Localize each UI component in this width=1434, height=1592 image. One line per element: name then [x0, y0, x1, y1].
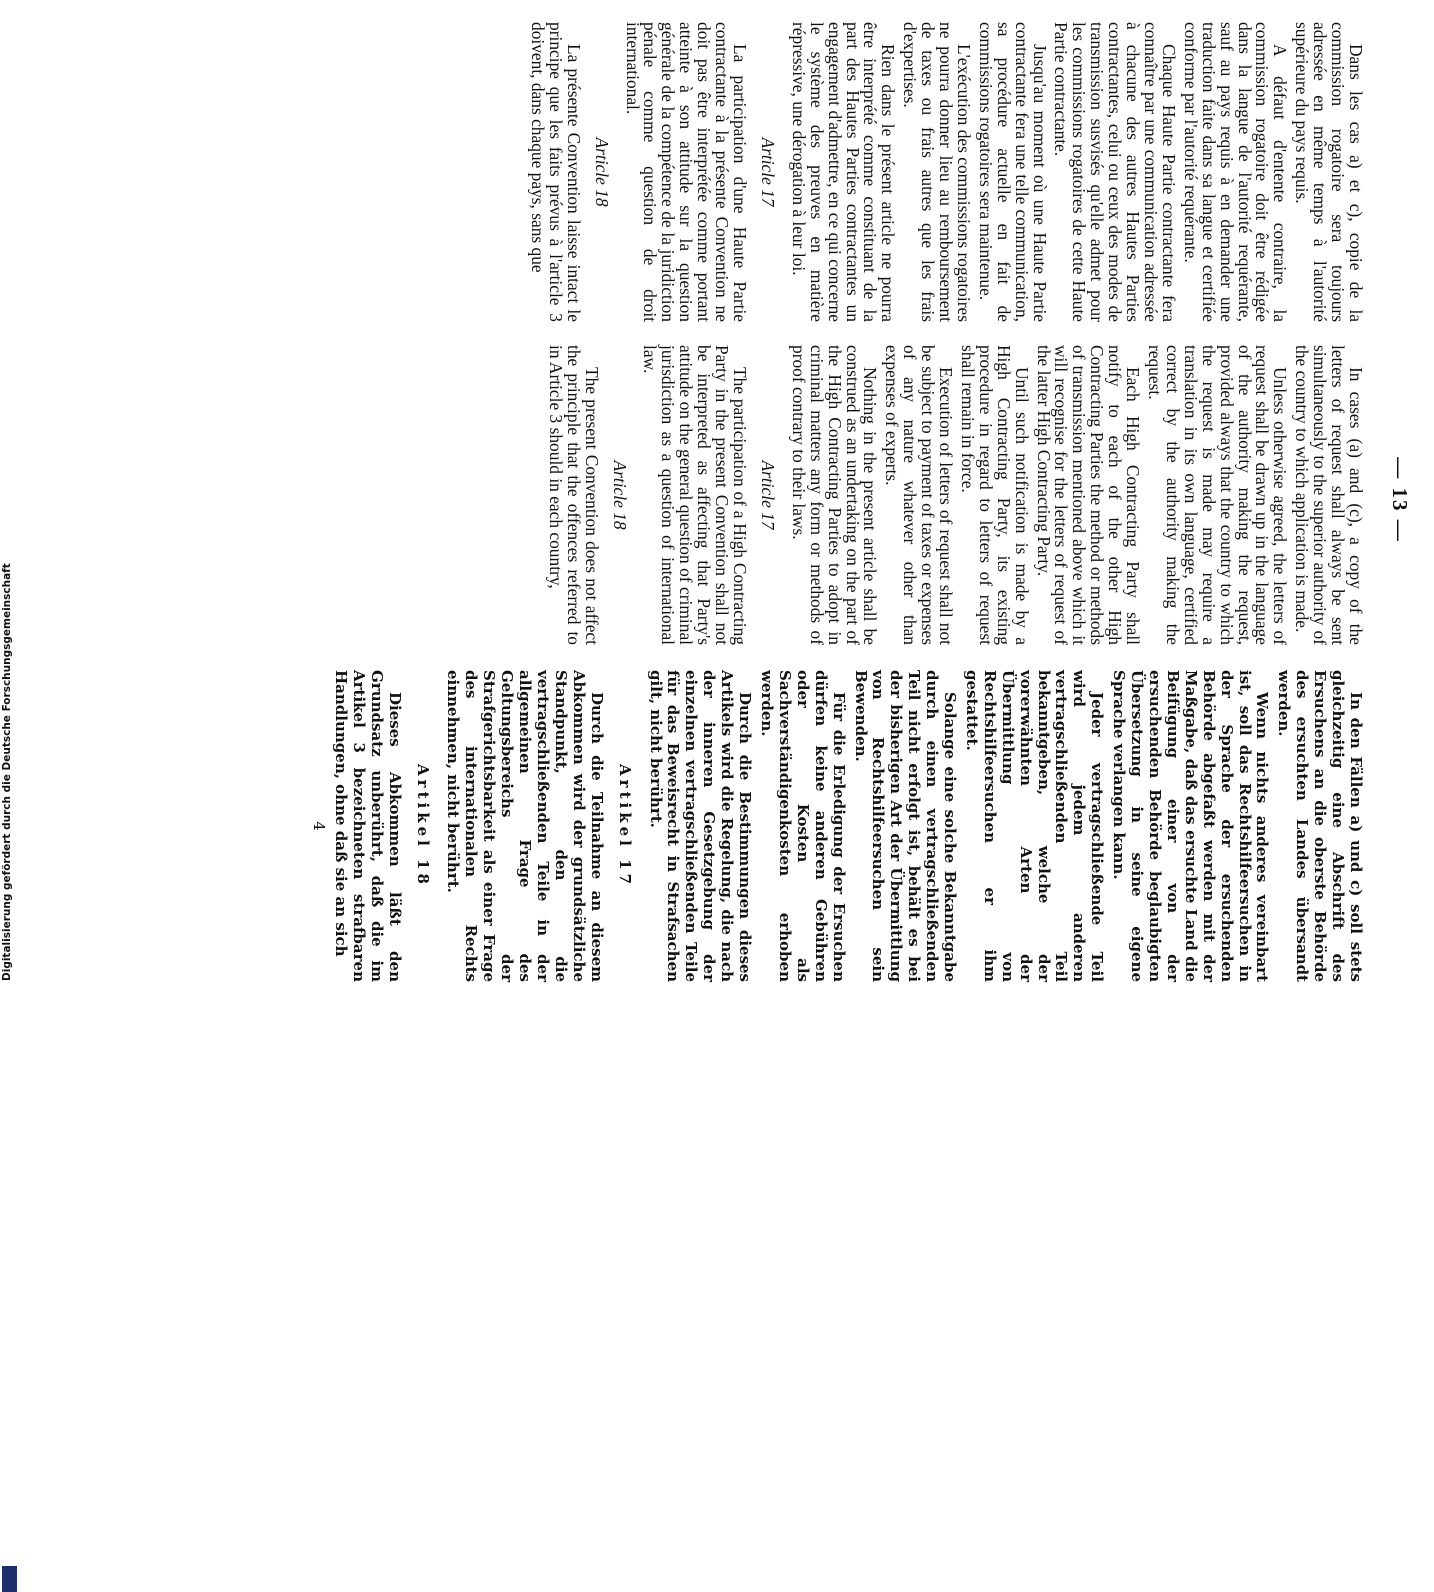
german-column — [309, 670, 1364, 982]
article-heading: Article 18 — [609, 460, 630, 530]
paragraph: In cases (a) and (c), a copy of the letters of request shall always be sent simultaneously to the superior authority of the country to which application is made. — [1292, 345, 1366, 645]
paragraph: Für die Erledigung der Ersuchen dürfen keine anderen Gebühren oder Kosten als Sachverständigenkosten erhoben werden. — [758, 670, 848, 982]
paragraph: La présente Convention laisse intact le principe que les faits prévus à l'article 3 doivent, dans chaque pays, sans que — [527, 22, 584, 322]
paragraph: The present Convention does not affect the principle that the offences referred to in Article 3 should in each country, — [545, 345, 602, 645]
article-heading: Artikel 17 — [615, 764, 634, 888]
paragraph: In den Fällen a) und c) soll stets gleichzeitig eine Abschrift des Ersuchens an die oberste Behörde des ersuchten Landes übersandt werden. — [1275, 670, 1365, 982]
paragraph: Unless otherwise agreed, the letters of request shall be drawn up in the language of the authority making the request, provided always that the country to which the request is made may require a translation in its own language, certified correct by the authority making the request. — [1145, 345, 1291, 645]
english-column — [542, 345, 1364, 645]
paragraph: Solange eine solche Bekanntgabe durch einen vertragschließenden Teil nicht erfolgt ist, behält es bei der bisherigen Art der Übermittlung von Rechtshilfeersuchen sein Bewenden. — [851, 670, 960, 982]
dfg-logo — [2, 1566, 17, 1592]
article-heading: Article 17 — [757, 137, 778, 207]
credit-text: Digitalisierung gefördert durch die Deutsche Forschungsgemeinschaft — [1, 563, 13, 981]
paragraph: Execution of letters of request shall not be subject to payment of taxes or expenses of any nature whatever other than expenses of experts. — [882, 345, 957, 645]
paragraph: La participation d'une Haute Partie contractante à la présente Convention ne doit pas être interprétée comme portant atteinte à son attitude sur la question générale de la compétence de la juridiction pénale comme question de droit international. — [622, 22, 750, 322]
article-heading: Article 18 — [591, 137, 612, 207]
paragraph: Dans les cas a) et c), copie de la commission rogatoire sera toujours adressée en même temps à l'autorité supérieure du pays requis. — [1292, 22, 1366, 322]
digitization-credit — [0, 563, 18, 1000]
page-number: — 13 — — [1388, 457, 1412, 543]
paragraph: Dieses Abkommen läßt den Grundsatz unberührt, daß die im Artikel 3 bezeichneten strafbaren Handlungen, ohne daß sie an sich — [331, 670, 404, 982]
paragraph: Wenn nichts anderes vereinbart ist, soll das Rechtshilfeersuchen in der Sprache der ersuchenden Behörde abgefaßt werden mit der Maßgabe, daß das ersuchte Land die Beifügung einer von der ersuchenden Behörde beglaubigten Übersetzung in seine eigene Sprache verlangen kann. — [1110, 670, 1272, 982]
paragraph: Until such notification is made by a High Contracting Party, its existing procedure in regard to letters of request shall remain in force. — [957, 345, 1032, 645]
paragraph: Chaque Haute Partie contractante fera connaître par une communication adressée à chacune des autres Hautes Parties contractantes, celui ou ceux des modes de transmission susvisés qu'elle admet pour les commissions rogatoires de cette Haute Partie contractante. — [1051, 22, 1179, 322]
paragraph: Jusqu'au moment où une Haute Partie contractante fera une telle communication, sa procédure actuelle en fait de commissions rogatoires sera maintenue. — [975, 22, 1050, 322]
paragraph: Jeder vertragschließende Teil wird jedem anderen vertragschließenden Teil bekanntgeben, welche der vorerwähnten Arten der Übermittlung von Rechtshilfeersuchen er ihm gestattet. — [962, 670, 1107, 982]
paragraph: Durch die Teilnahme an diesem Abkommen wird der grundsätzliche Standpunkt, den die vertragschließenden Teile in der allgemeinen Frage des Geltungsbereichs der Strafgerichtsbarkeit als einer Frage des internationalen Rechts einnehmen, nicht berührt. — [444, 670, 606, 982]
article-heading: Article 17 — [757, 460, 778, 530]
article-heading: Artikel 18 — [413, 764, 432, 888]
paragraph: The participation of a High Contracting Party in the present Convention shall not be interpreted as affecting that Party's attitude on the general question of criminal jurisdiction as a question of international law. — [640, 345, 750, 645]
paragraph: Durch die Bestimmungen dieses Artikels wird die Regelung, die nach der inneren Gesetzgebung der einzelnen vertragschließenden Teile für das Beweisrecht in Strafsachen gilt, nicht berührt. — [646, 670, 755, 982]
paragraph: L'exécution des commissions rogatoires ne pourra donner lieu au remboursement de taxes ou frais autres que les frais d'expertises. — [900, 22, 974, 322]
paragraph: Each High Contracting Party shall notify to each of the other High Contracting Parties the method or methods of transmission mentioned above which it will recognise for the letters of request of the latter High Contracting Party. — [1033, 345, 1144, 645]
french-column — [524, 22, 1364, 322]
paragraph: Nothing in the present article shall be construed as an undertaking on the part of the High Contracting Parties to adopt in criminal matters any form or methods of proof contrary to their laws. — [788, 345, 881, 645]
paragraph: A défaut d'entente contraire, la commission rogatoire doit être rédigée dans la langue de l'autorité requérante, sauf au pays requis à en demander une traduction faite dans sa langue et certifiée conforme par l'autorité requérante. — [1180, 22, 1291, 322]
signature-mark: 4 — [310, 821, 329, 831]
paragraph: Rien dans le présent article ne pourra être interprété comme constituant de la part des Hautes Parties contractantes un engagement d'admettre, en ce qui concerne le système des preuves en matière répressive, une dérogation à leur loi. — [788, 22, 899, 322]
